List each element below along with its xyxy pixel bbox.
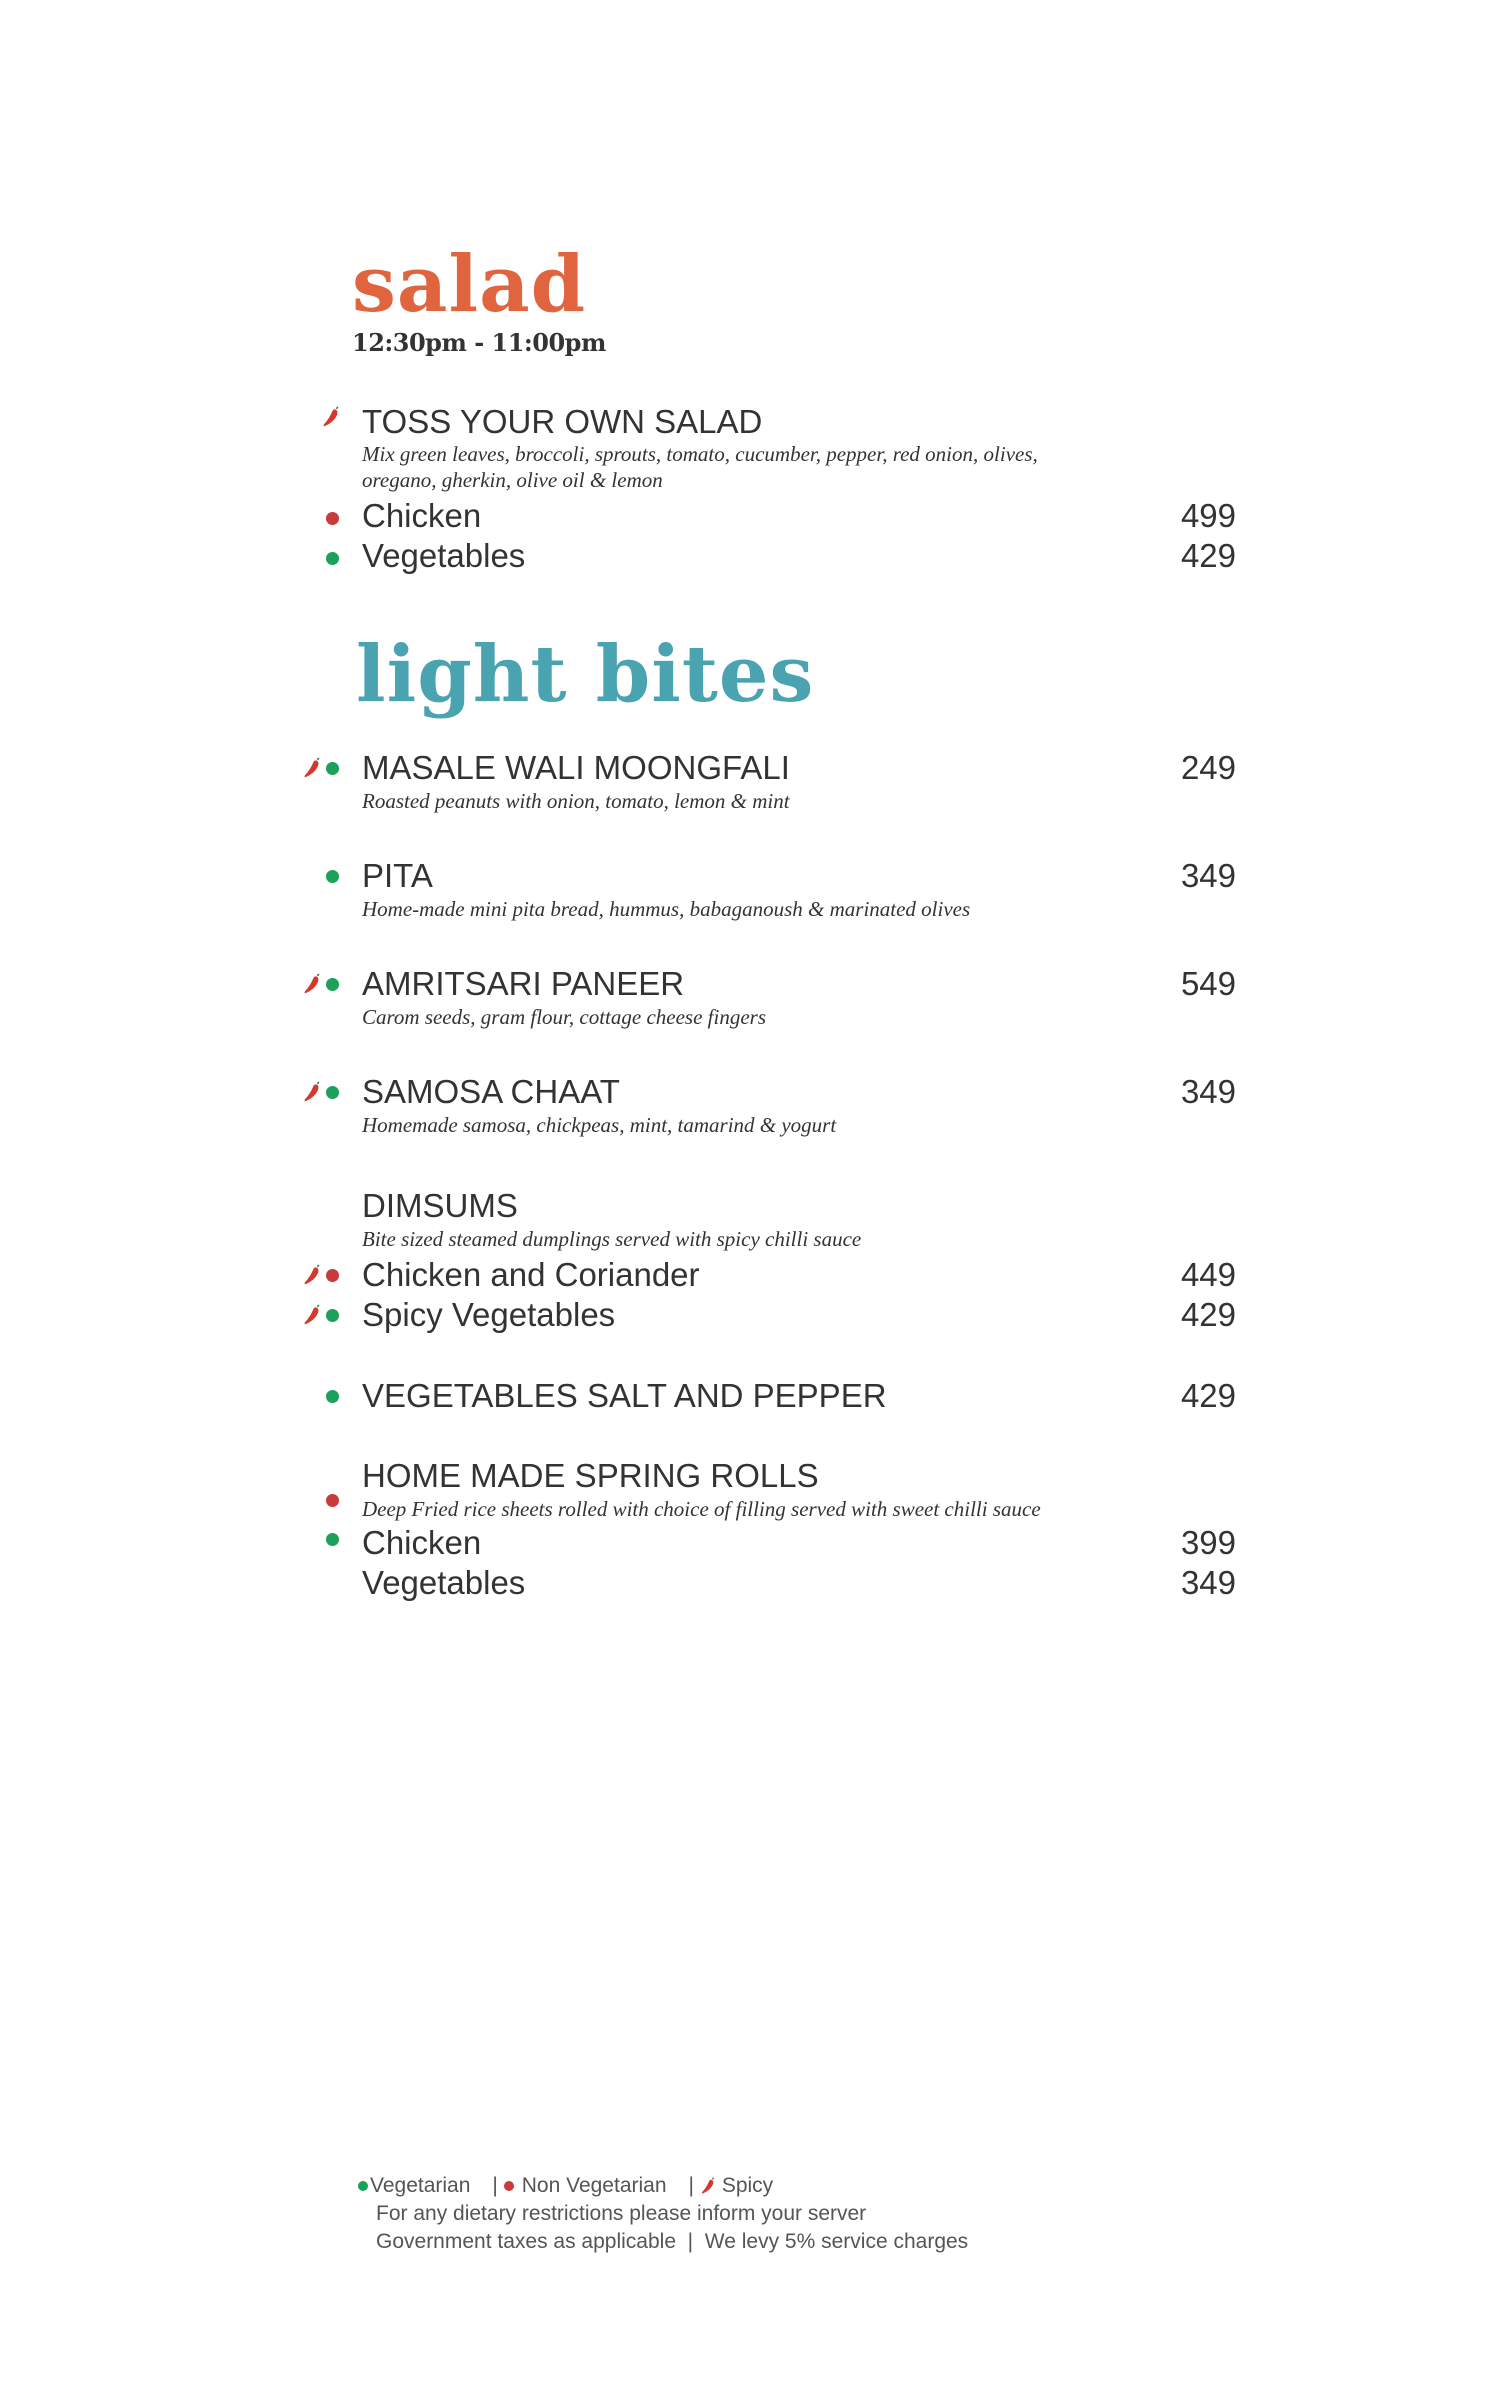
- legend-non-vegetarian: Non Vegetarian: [521, 2174, 667, 2197]
- salad-hours: 12:30pm - 11:00pm: [352, 328, 606, 357]
- item-name: SAMOSA CHAAT: [362, 1073, 620, 1110]
- item-name: DIMSUMS: [362, 1187, 518, 1224]
- price: 349: [1180, 857, 1236, 894]
- legend-vegetarian: Vegetarian: [370, 2174, 471, 2197]
- spicy-icon: [303, 1264, 321, 1286]
- item-description: Homemade samosa, chickpeas, mint, tamarind & yogurt: [362, 1113, 837, 1137]
- non-vegetarian-icon: [504, 2181, 514, 2191]
- item-description: Roasted peanuts with onion, tomato, lemon & mint: [362, 789, 790, 813]
- item-name: VEGETABLES SALT AND PEPPER: [362, 1377, 887, 1414]
- spicy-icon: [303, 1304, 321, 1326]
- vegetarian-icon: [326, 1533, 339, 1546]
- variant-name: Spicy Vegetables: [362, 1296, 616, 1333]
- vegetarian-icon: [358, 2181, 368, 2191]
- price: 549: [1180, 965, 1236, 1002]
- price: 429: [1180, 1296, 1236, 1333]
- variant-name: Chicken and Coriander: [362, 1256, 700, 1293]
- vegetarian-icon: [326, 1390, 339, 1403]
- price: 349: [1180, 1073, 1236, 1110]
- spicy-icon: [700, 2177, 716, 2195]
- vegetarian-icon: [326, 870, 339, 883]
- legend-spicy: Spicy: [721, 2174, 774, 2197]
- dietary-note: For any dietary restrictions please inform your server: [376, 2202, 867, 2225]
- vegetarian-icon: [326, 1086, 339, 1099]
- spicy-icon: [303, 1081, 321, 1103]
- item-description: Mix green leaves, broccoli, sprouts, tomato, cucumber, pepper, red onion, olives,: [362, 442, 1038, 466]
- section-title-salad: salad: [352, 239, 587, 330]
- variant-name: Chicken: [362, 497, 482, 534]
- item-name: HOME MADE SPRING ROLLS: [362, 1457, 819, 1494]
- item-description: oregano, gherkin, olive oil & lemon: [362, 468, 663, 492]
- price: 429: [1180, 1377, 1236, 1414]
- tax-note: Government taxes as applicable | We levy 5% service charges: [376, 2230, 969, 2253]
- vegetarian-icon: [326, 552, 339, 565]
- item-name: AMRITSARI PANEER: [362, 965, 685, 1002]
- price: 399: [1180, 1524, 1236, 1561]
- price: 349: [1180, 1564, 1236, 1601]
- vegetarian-icon: [326, 1309, 339, 1322]
- section-title-light-bites: light bites: [356, 629, 815, 720]
- vegetarian-icon: [326, 978, 339, 991]
- non-vegetarian-icon: [326, 1269, 339, 1282]
- item-description: Carom seeds, gram flour, cottage cheese fingers: [362, 1005, 767, 1029]
- price: 429: [1180, 537, 1236, 574]
- item-description: Home-made mini pita bread, hummus, babaganoush & marinated olives: [362, 897, 971, 921]
- item-description: Bite sized steamed dumplings served with spicy chilli sauce: [362, 1227, 862, 1251]
- dietary-legend: [358, 2175, 773, 2196]
- item-name: MASALE WALI MOONGFALI: [362, 749, 790, 786]
- price: 249: [1180, 749, 1236, 786]
- spicy-icon: [303, 757, 321, 779]
- price: 499: [1180, 497, 1236, 534]
- legend-separator: |: [688, 2174, 694, 2197]
- variant-name: Chicken: [362, 1524, 482, 1561]
- spicy-icon: [303, 973, 321, 995]
- variant-name: Vegetables: [362, 1564, 526, 1601]
- variant-name: Vegetables: [362, 537, 526, 574]
- price: 449: [1180, 1256, 1236, 1293]
- legend-separator: |: [492, 2174, 498, 2197]
- item-name: PITA: [362, 857, 433, 894]
- non-vegetarian-icon: [326, 1494, 339, 1507]
- item-description: Deep Fried rice sheets rolled with choice of filling served with sweet chilli sauce: [362, 1497, 1041, 1521]
- item-name: TOSS YOUR OWN SALAD: [362, 403, 763, 440]
- non-vegetarian-icon: [326, 512, 339, 525]
- spicy-icon: [322, 406, 340, 428]
- vegetarian-icon: [326, 762, 339, 775]
